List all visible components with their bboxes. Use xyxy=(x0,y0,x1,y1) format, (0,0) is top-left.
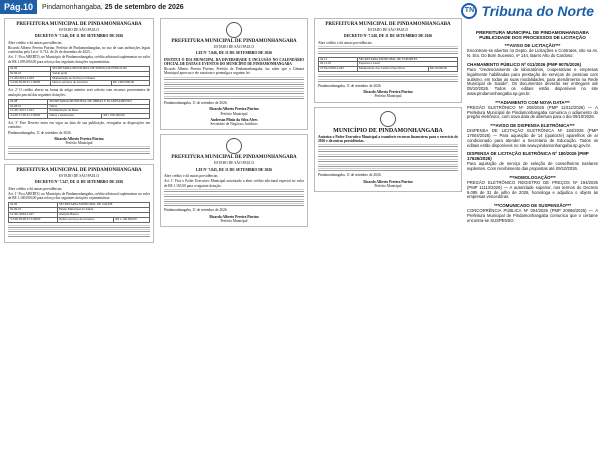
text-lines xyxy=(164,189,304,193)
doc-summary: Abre crédito e dá outras providências xyxy=(8,40,62,45)
text-lines xyxy=(318,79,458,83)
header-date-value: 25 de setembro de 2026 xyxy=(104,3,184,11)
column-1 xyxy=(4,18,154,247)
text-lines xyxy=(318,164,458,168)
text-lines xyxy=(8,146,150,150)
logo-text: Tribuna do Norte xyxy=(481,3,594,19)
doc-municipality: PREFEITURA MUNICIPAL DE PINDAMONHANGABA xyxy=(16,167,142,173)
doc-place: Pindamonhangaba, 11 de setembro de 2026. xyxy=(8,130,72,135)
decree-7547 xyxy=(4,164,154,243)
notice-text: DISPENSA DE LICITAÇÃO ELETRÔNICA Nº 184/2026 (PMP 17604/2026) — Para aquisição de 14 (quatorze) aparelhos de ar condicionado para atender a Secretaria de Educação. Todos os editais estão disponíveis no site www.pindamonhangaba.sp.gov.br. xyxy=(467,128,598,148)
doc-title: LEI Nº 7.045, DE 11 DE SETEMBRO DE 2026 xyxy=(195,167,273,172)
doc-art1: Art. 1º Fica o Poder Executivo Municipal autorizado a abrir crédito adicional especial no valor de R$ 1.165,00 para a seguinte dotação: xyxy=(164,179,304,188)
table-row: 02.12 SECRETARIA MUNICIPAL DE ESPORTES xyxy=(319,57,458,62)
doc-summary: Autoriza o Poder Executivo Municipal a transferir recursos financeiros para o exercício de 2026 e dá outras providências. xyxy=(318,134,458,144)
procurement-notices xyxy=(467,30,598,224)
doc-title: DECRETO Nº 7.547, DE 11 DE SETEMBRO DE 2026 xyxy=(34,180,124,185)
notices-title: PREFEITURA MUNICIPAL DE PINDAMONHANGABA PUBLICIDADE DOS PROCESSOS DE LICITAÇÃO xyxy=(476,30,589,41)
doc-art3: Art. 3º Este Decreto entra em vigor na data de sua publicação, revogadas as disposições em contrário. xyxy=(8,121,150,130)
law-7045 xyxy=(160,134,308,227)
notice-heading: ***AVISO DE LICITAÇÃO*** xyxy=(504,43,561,49)
doc-place: Pindamonhangaba, 11 de setembro de 2026. xyxy=(164,208,228,213)
budget-table xyxy=(8,66,150,86)
municipal-crest-icon xyxy=(226,138,242,154)
notice-text: CONCORRÊNCIA PÚBLICA Nº 004/2026 (PMP 20066/2025) — A Prefeitura Municipal de Pindamonhangaba comunica que o certame encontra-se SUSPENSO. xyxy=(467,208,598,223)
doc-municipality: PREFEITURA MUNICIPAL DE PINDAMONHANGABA xyxy=(171,155,297,161)
text-lines xyxy=(164,82,304,86)
doc-art2: Art. 2º O crédito aberto na forma do artigo anterior será coberto com recursos provenientes de anulação parcial das seguintes dotações: xyxy=(8,88,150,97)
text-lines xyxy=(164,199,304,203)
doc-municipality: PREFEITURA MUNICIPAL DE PINDAMONHANGABA xyxy=(16,22,142,27)
notice-text: Encontram-se abertos no Depto. de Licitações e Contratos, sito na Av. N. Sra. Do Bom Sucesso, nº 144, Bairro Alto do Cardoso: xyxy=(467,48,598,59)
newspaper-logo xyxy=(461,1,594,21)
text-lines xyxy=(318,159,458,163)
text-lines xyxy=(318,51,458,55)
text-lines xyxy=(164,86,304,90)
doc-title: MUNICÍPIO DE PINDAMONHANGABA xyxy=(333,127,443,134)
signature: Anderson Plinio da Silva Alves Secretário de Negócios Jurídicos xyxy=(210,117,258,127)
notice-text: Para aquisição de serviço de seleção de conselheiros tutelares suplentes. Com recebimento das propostas até 09/10/2026. xyxy=(467,161,598,172)
text-lines xyxy=(318,149,458,153)
text-lines xyxy=(318,46,458,50)
doc-body: Ricardo Alberto Pereira Piorino, Prefeito de Pindamonhangaba, no uso de suas atribuições legais conferidas pela Lei nº 6.712, de 26 de dezembro de 2025... xyxy=(8,45,150,55)
table-row: 3.3.90.39.00.01.110000 Outros serviços de terceiros R$ 1.095.000,00 xyxy=(9,81,150,86)
notice-text: PREGÃO ELETRÔNICO Nº 209/2026 (PMP 12312/2026) — A Prefeitura Municipal de Pindamonhangaba comunica o adiamento do pregão eletrônico, com nova data de abertura para o dia 09/10/2026. xyxy=(467,104,598,120)
signature: Ricardo Alberto Pereira Piorino Prefeito Municipal xyxy=(209,107,259,116)
municipal-crest-icon xyxy=(380,111,396,127)
text-lines xyxy=(318,168,458,172)
header-date xyxy=(42,4,184,11)
doc-place: Pindamonhangaba, 11 de setembro de 2026. xyxy=(164,100,228,105)
municipal-crest-icon xyxy=(226,22,242,38)
notice-heading: ***HOMOLOGAÇÃO*** xyxy=(509,174,556,180)
municipal-act xyxy=(314,107,462,192)
table-row: 02.08.01 Obras xyxy=(9,104,150,109)
budget-table xyxy=(8,202,150,222)
text-lines xyxy=(164,91,304,95)
text-lines xyxy=(164,96,304,100)
decree-7548 xyxy=(314,18,462,103)
notice-text: Para "credenciamento de laboratórios, cooperativas e empresas legalmente habilitadas para prestação de serviços de pessoas com autismo, em todas as suas modalidades, para atendimento na Rede Municipal de Saúde". Os documentos deverão ser entregues até 05/10/2026. Todos os editais estão disponíveis no site www.pindamonhangaba.sp.gov.br. xyxy=(467,67,598,96)
text-lines xyxy=(164,203,304,207)
table-row: 10.301.0004.2.027 Atenção Básica xyxy=(9,213,150,218)
doc-place: Pindamonhangaba, 11 de setembro de 2026. xyxy=(318,173,382,178)
signature: Ricardo Alberto Pereira Piorino Prefeito Municipal xyxy=(363,90,413,99)
doc-summary: Abre crédito e dá outras providências xyxy=(8,186,62,191)
text-lines xyxy=(8,234,150,238)
signature: Ricardo Alberto Pereira Piorino Prefeito Municipal xyxy=(54,136,104,146)
logo-mark: TN xyxy=(461,3,477,19)
doc-title: LEI Nº 7.046, DE 11 DE SETEMBRO DE 2026 xyxy=(195,51,273,56)
doc-place: Pindamonhangaba, 11 de setembro de 2026. xyxy=(318,83,382,88)
text-lines xyxy=(8,229,150,233)
notice-text: PREGÃO ELETRÔNICO REGISTRO DE PREÇOS Nº 194/2026 (PMP 11113/2026) — A autoridade superior, nos termos do Decreto 9.085 de 31 de julho de 2026, homologa e adjudica o objeto às empresas vencedoras. xyxy=(467,179,598,200)
header-section: Pindamonhangaba, xyxy=(42,3,103,11)
doc-state: ESTADO DE SÃO PAULO xyxy=(213,45,255,49)
doc-art1: Art. 1º Fica ABERTO, no Município de Pindamonhangaba, crédito adicional suplementar no valor de R$ 1.100.000,00 para reforço das seguintes dotações orçamentárias: xyxy=(8,191,150,201)
text-lines xyxy=(318,154,458,158)
notice-heading: ***AVISO DE DISPENSA ELETRÔNICA*** xyxy=(490,123,575,129)
table-row: 15.452.0014.2.003 Manutenção de Serviços Urbanos xyxy=(9,76,150,81)
doc-title: DECRETO Nº 7.548, DE 11 DE SETEMBRO DE 2026 xyxy=(343,34,433,39)
table-row: 02.06.01 Fundo Municipal de Saúde xyxy=(9,208,150,213)
table-row: 02.06.01 Saúde geral xyxy=(9,71,150,76)
doc-summary: INSTITUI O DIA MUNICIPAL DA DIVERSIDADE E INCLUSÃO NO CALENDÁRIO OFICIAL DE DATAS E EVENTOS DO MUNICÍPIO DE PINDAMONHANGABA xyxy=(164,57,304,66)
text-lines xyxy=(8,225,150,229)
table-row: 4.4.90.51.00.01.110000 Obras e instalações R$ 1.095.000,00 xyxy=(9,114,150,119)
column-3 xyxy=(314,18,462,196)
doc-title: DECRETO Nº 7.546, DE 11 DE SETEMBRO DE 2026 xyxy=(34,34,124,39)
doc-municipality: PREFEITURA MUNICIPAL DE PINDAMONHANGABA xyxy=(171,39,297,44)
doc-state: ESTADO DE SÃO PAULO xyxy=(213,161,255,166)
text-lines xyxy=(164,194,304,198)
text-lines xyxy=(318,144,458,148)
table-row: 27.812.0020.2.045 Manutenção dos Centros Esportivos R$ 50.000,00 xyxy=(319,67,458,72)
text-lines xyxy=(164,77,304,81)
doc-state: ESTADO DE SÃO PAULO xyxy=(58,28,100,32)
table-row: 02.08 SECRETARIA MUNICIPAL DE OBRAS E PLANEJAMENTO xyxy=(9,99,150,104)
page-number: Pág.10 xyxy=(0,0,37,14)
column-2 xyxy=(160,18,308,231)
doc-body: Ricardo Alberto Pereira Piorino, Prefeito de Pindamonhangaba, faz saber que a Câmara Municipal aprovou e ele sanciona e promulga a seguinte lei: xyxy=(164,67,304,76)
doc-summary: Abre crédito e dá outras providências xyxy=(318,40,372,45)
doc-summary: Abre crédito e dá outras providências xyxy=(164,174,218,179)
notice-heading: ***ADIAMENTO COM NOVA DATA*** xyxy=(495,99,570,105)
decree-7546 xyxy=(4,18,154,160)
budget-table xyxy=(318,57,458,72)
table-row: 02.06 SECRETARIA MUNICIPAL DE SAÚDE xyxy=(9,203,150,208)
signature: Ricardo Alberto Pereira Piorino Prefeito Municipal xyxy=(363,179,413,188)
doc-state: ESTADO DE SÃO PAULO xyxy=(58,173,100,178)
table-row: 02.06 SECRETARIA MUNICIPAL DE SERVIÇOS PÚBLICOS xyxy=(9,67,150,72)
budget-table-2 xyxy=(8,99,150,119)
text-lines xyxy=(8,151,150,155)
table-row: 02.12.01 Esportes e Lazer xyxy=(319,62,458,67)
doc-state: ESTADO DE SÃO PAULO xyxy=(367,28,409,32)
notice-heading: ***COMUNICADO DE SUSPENSÃO*** xyxy=(493,203,572,209)
text-lines xyxy=(318,74,458,78)
notice-heading: CHAMAMENTO PÚBLICO Nº 011/2026 (PMP 9075/2026) xyxy=(467,62,581,67)
table-row: 15.451.0013.1.001 Pavimentação de Ruas xyxy=(9,109,150,114)
doc-municipality: PREFEITURA MUNICIPAL DE PINDAMONHANGABA xyxy=(325,22,451,27)
table-row: 3.3.90.39.00.01.310000 Outros serviços de terceiros R$ 1.100.000,00 xyxy=(9,217,150,222)
notice-heading: DISPENSA DE LICITAÇÃO ELETRÔNICA Nº 180/2026 (PMP 17626/2026) xyxy=(467,151,589,162)
law-7046 xyxy=(160,18,308,130)
doc-art1: Art. 1º Fica ABERTO, no Município de Pindamonhangaba, crédito adicional suplementar no valor de R$ 1.095.000,00 para reforço das seguintes dotações orçamentárias: xyxy=(8,55,150,64)
signature: Ricardo Alberto Pereira Piorino Prefeito Municipal xyxy=(209,214,259,223)
